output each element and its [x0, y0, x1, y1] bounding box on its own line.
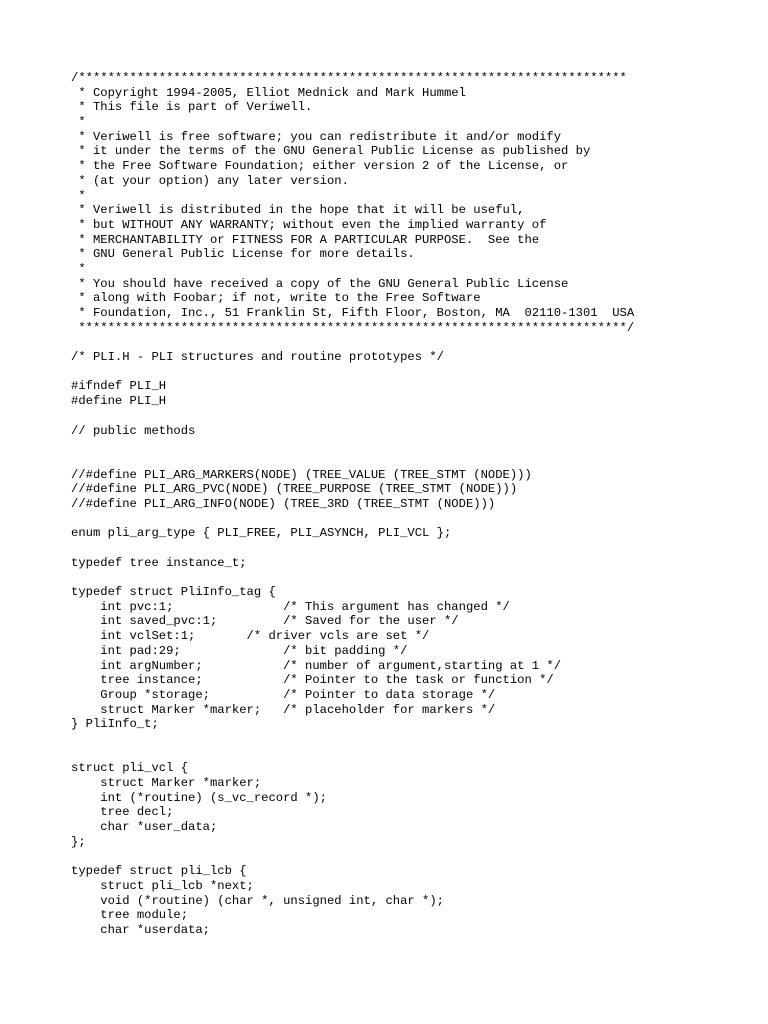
code-line [71, 365, 634, 380]
code-line: enum pli_arg_type { PLI_FREE, PLI_ASYNCH, PLI_VCL }; [71, 526, 452, 541]
code-line: int saved_pvc:1; /* Saved for the user */ [71, 614, 459, 629]
code-line [71, 512, 634, 527]
code-line: struct Marker *marker; /* placeholder for markers */ [71, 702, 496, 717]
code-line: * [71, 115, 86, 130]
code-line [71, 732, 634, 747]
code-line: tree decl; [71, 805, 174, 820]
code-line: * GNU General Public License for more details. [71, 247, 415, 262]
source-code-listing [71, 71, 634, 938]
code-line: typedef struct pli_lcb { [71, 864, 247, 879]
code-line [71, 335, 634, 350]
code-line: struct pli_lcb *next; [71, 878, 254, 893]
code-line [71, 409, 634, 424]
code-line: * Copyright 1994-2005, Elliot Mednick and Mark Hummel [71, 85, 466, 100]
code-line: void (*routine) (char *, unsigned int, char *); [71, 893, 444, 908]
code-line: * it under the terms of the GNU General Public License as published by [71, 144, 591, 159]
code-line [71, 453, 634, 468]
code-line: ***************************************************************************/ [71, 320, 635, 335]
code-line: Group *storage; /* Pointer to data storage */ [71, 687, 496, 702]
code-line: * This file is part of Veriwell. [71, 100, 313, 115]
code-line: } PliInfo_t; [71, 717, 159, 732]
code-line: //#define PLI_ARG_MARKERS(NODE) (TREE_VALUE (TREE_STMT (NODE))) [71, 467, 532, 482]
code-line: }; [71, 834, 86, 849]
code-line: * MERCHANTABILITY or FITNESS FOR A PARTICULAR PURPOSE. See the [71, 232, 540, 247]
code-line: * Veriwell is free software; you can redistribute it and/or modify [71, 129, 562, 144]
code-line: /* PLI.H - PLI structures and routine prototypes */ [71, 350, 444, 365]
code-line: tree instance; /* Pointer to the task or function */ [71, 673, 554, 688]
code-line: int vclSet:1; /* driver vcls are set */ [71, 629, 430, 644]
code-line: //#define PLI_ARG_PVC(NODE) (TREE_PURPOSE (TREE_STMT (NODE))) [71, 482, 518, 497]
code-line: int argNumber; /* number of argument,starting at 1 */ [71, 658, 562, 673]
code-line [71, 747, 634, 762]
code-line: char *userdata; [71, 922, 210, 937]
code-line: * but WITHOUT ANY WARRANTY; without even the implied warranty of [71, 217, 547, 232]
code-line: * Foundation, Inc., 51 Franklin St, Fifth Floor, Boston, MA 02110-1301 USA [71, 306, 635, 320]
code-line: //#define PLI_ARG_INFO(NODE) (TREE_3RD (TREE_STMT (NODE))) [71, 496, 496, 511]
code-line: /*************************************************************************** [71, 71, 627, 85]
code-line: tree module; [71, 908, 189, 923]
code-line: * [71, 188, 86, 203]
code-line: int (*routine) (s_vc_record *); [71, 790, 327, 805]
code-line: #define PLI_H [71, 394, 167, 409]
code-line: * [71, 261, 86, 276]
code-line: * You should have received a copy of the GNU General Public License [71, 276, 569, 291]
code-line: // public methods [71, 423, 196, 438]
code-line: * along with Foobar; if not, write to the Free Software [71, 291, 481, 306]
code-line [71, 541, 634, 556]
code-line: struct pli_vcl { [71, 761, 189, 776]
code-line: * Veriwell is distributed in the hope that it will be useful, [71, 203, 525, 218]
code-line [71, 849, 634, 864]
code-line [71, 438, 634, 453]
code-line [71, 570, 634, 585]
code-line: int pad:29; /* bit padding */ [71, 643, 408, 658]
code-line: * the Free Software Foundation; either version 2 of the License, or [71, 159, 569, 174]
code-line: #ifndef PLI_H [71, 379, 167, 394]
code-line: struct Marker *marker; [71, 776, 262, 790]
code-line: char *user_data; [71, 820, 218, 835]
code-line: int pvc:1; /* This argument has changed */ [71, 599, 510, 614]
code-line: typedef tree instance_t; [71, 555, 247, 570]
code-line: * (at your option) any later version. [71, 173, 349, 188]
code-line: typedef struct PliInfo_tag { [71, 585, 276, 600]
